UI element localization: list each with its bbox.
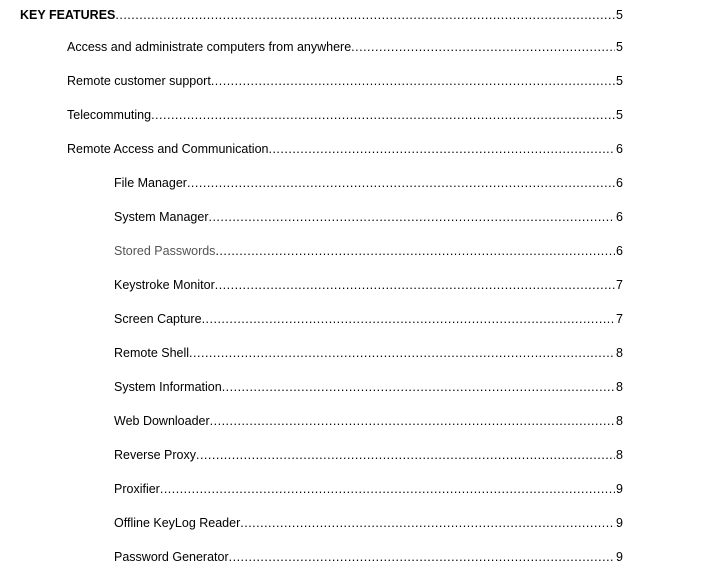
dot-leader [202, 310, 615, 328]
toc-entry-system-information[interactable] [114, 378, 623, 396]
toc-entry-page-number: 8 [616, 448, 623, 462]
toc-entry-title: System Manager [114, 210, 209, 224]
toc-entry-title: Offline KeyLog Reader [114, 516, 241, 530]
toc-entry-page-number: 8 [616, 380, 623, 394]
toc-entry-title: KEY FEATURES [20, 8, 116, 22]
dot-leader [115, 6, 615, 24]
toc-entry-title: Remote Access and Communication [67, 142, 269, 156]
toc-entry-key-features[interactable] [20, 6, 623, 24]
toc-entry-page-number: 5 [616, 108, 623, 122]
dot-leader [215, 276, 615, 294]
toc-entry-page-number: 6 [616, 244, 623, 258]
toc-entry-offline-keylog-reader[interactable] [114, 514, 623, 532]
toc-entry-page-number: 5 [616, 40, 623, 54]
toc-entry-page-number: 5 [616, 74, 623, 88]
toc-entry-title: Telecommuting [67, 108, 152, 122]
dot-leader [268, 140, 615, 158]
dot-leader [196, 446, 615, 464]
toc-entry-web-downloader[interactable] [114, 412, 623, 430]
toc-entry-page-number: 9 [616, 516, 623, 530]
toc-entry-title: Screen Capture [114, 312, 202, 326]
dot-leader [210, 412, 615, 430]
toc-entry-page-number: 7 [616, 312, 623, 326]
toc-entry-page-number: 6 [616, 176, 623, 190]
dot-leader [211, 72, 615, 90]
toc-entry-access-administrate[interactable] [67, 38, 623, 56]
toc-entry-title: Proxifier [114, 482, 160, 496]
toc-entry-title: Access and administrate computers from anywhere [67, 40, 352, 54]
toc-entry-keystroke-monitor[interactable] [114, 276, 623, 294]
toc-entry-page-number: 6 [616, 210, 623, 224]
toc-entry-page-number: 9 [616, 482, 623, 496]
toc-entry-remote-customer-support[interactable] [67, 72, 623, 90]
toc-entry-reverse-proxy[interactable] [114, 446, 623, 464]
dot-leader [151, 106, 615, 124]
toc-entry-title: Remote Shell [114, 346, 190, 360]
toc-entry-page-number: 5 [616, 8, 623, 22]
toc-entry-remote-shell[interactable] [114, 344, 623, 362]
toc-entry-remote-access-communication[interactable] [67, 140, 623, 158]
toc-entry-title: Stored Passwords [114, 244, 216, 258]
toc-entry-page-number: 7 [616, 278, 623, 292]
toc-entry-title: File Manager [114, 176, 187, 190]
toc-entry-title: Remote customer support [67, 74, 211, 88]
dot-leader [160, 480, 615, 498]
toc-entry-screen-capture[interactable] [114, 310, 623, 328]
dot-leader [189, 344, 615, 362]
dot-leader [351, 38, 615, 56]
toc-entry-stored-passwords[interactable] [114, 242, 623, 260]
toc-entry-telecommuting[interactable] [67, 106, 623, 124]
toc-entry-proxifier[interactable] [114, 480, 623, 498]
dot-leader [208, 208, 615, 226]
toc-entry-page-number: 6 [616, 142, 623, 156]
toc-entry-title: Keystroke Monitor [114, 278, 215, 292]
toc-entry-page-number: 8 [616, 414, 623, 428]
toc-entry-title: System Information [114, 380, 222, 394]
toc-entry-file-manager[interactable] [114, 174, 623, 192]
toc-entry-title: Password Generator [114, 550, 229, 564]
dot-leader [229, 548, 615, 566]
toc-entry-page-number: 8 [616, 346, 623, 360]
dot-leader [215, 242, 615, 260]
toc-entry-title: Web Downloader [114, 414, 210, 428]
toc-entry-page-number: 9 [616, 550, 623, 564]
toc-entry-password-generator[interactable] [114, 548, 623, 566]
dot-leader [240, 514, 615, 532]
dot-leader [222, 378, 615, 396]
toc-entry-system-manager[interactable] [114, 208, 623, 226]
dot-leader [187, 174, 615, 192]
toc-entry-title: Reverse Proxy [114, 448, 196, 462]
